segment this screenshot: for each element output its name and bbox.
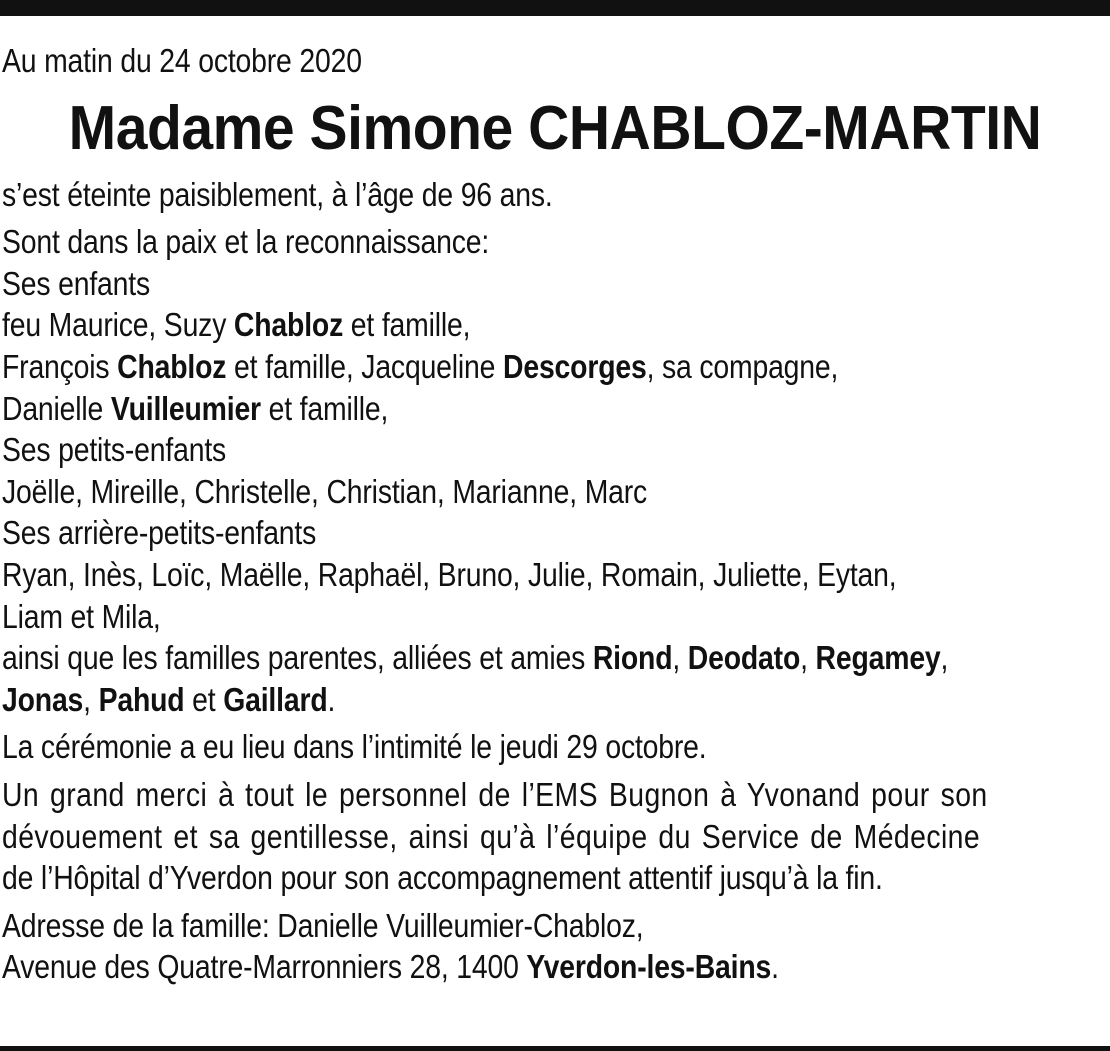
- top-rule: [0, 0, 1110, 16]
- families-line-2: Jonas, Pahud et Gaillard.: [2, 680, 336, 718]
- date-line: Au matin du 24 octobre 2020: [2, 42, 362, 79]
- passing-line: s’est éteinte paisiblement, à l’âge de 96 ans.: [2, 175, 553, 213]
- surname: Vuilleumier: [110, 389, 261, 427]
- child-line-1: feu Maurice, Suzy Chabloz et famille,: [2, 306, 471, 344]
- deceased-name: Madame Simone CHABLOZ-MARTIN: [68, 93, 1042, 163]
- surname: Descorges: [503, 347, 647, 385]
- families-line-1: ainsi que les familles parentes, alliées et amies Riond, Deodato, Regamey,: [2, 639, 949, 677]
- thanks-line-1: Un grand merci à tout le personnel de l’EMS Bugnon à Yvonand pour son: [2, 775, 988, 813]
- surname: Chabloz: [117, 347, 227, 385]
- thanks-line-2: dévouement et sa gentillesse, ainsi qu’à l’équipe du Service de Médecine: [2, 817, 981, 855]
- great-grandchildren-heading: Ses arrière-petits-enfants: [2, 514, 317, 552]
- bottom-rule: [0, 1046, 1110, 1051]
- surname: Gaillard: [223, 680, 328, 718]
- address-line-1: Adresse de la famille: Danielle Vuilleumier-Chabloz,: [2, 906, 644, 944]
- grandchildren-list: Joëlle, Mireille, Christelle, Christian, Marianne, Marc: [2, 472, 648, 510]
- children-heading: Ses enfants: [2, 264, 151, 302]
- city-name: Yverdon-les-Bains: [526, 948, 772, 986]
- grandchildren-heading: Ses petits-enfants: [2, 431, 227, 469]
- child-line-2: François Chabloz et famille, Jacqueline Descorges, sa compagne,: [2, 347, 839, 385]
- great-grandchildren-list-1: Ryan, Inès, Loïc, Maëlle, Raphaël, Bruno, Julie, Romain, Juliette, Eytan,: [2, 555, 897, 593]
- intro-line: Sont dans la paix et la reconnaissance:: [2, 223, 490, 261]
- address-line-2: Avenue des Quatre-Marronniers 28, 1400 Yverdon-les-Bains.: [2, 948, 779, 986]
- surname: Pahud: [98, 680, 185, 718]
- great-grandchildren-list-2: Liam et Mila,: [2, 597, 161, 635]
- thanks-line-3: de l’Hôpital d’Yverdon pour son accompagnement attentif jusqu’à la fin.: [2, 859, 883, 897]
- surname: Jonas: [2, 680, 84, 718]
- surname: Regamey: [815, 639, 941, 677]
- surname: Deodato: [687, 639, 801, 677]
- ceremony-line: La cérémonie a eu lieu dans l’intimité le jeudi 29 octobre.: [2, 728, 707, 766]
- surname: Riond: [592, 639, 673, 677]
- obituary-notice: [2, 40, 1108, 988]
- surname: Chabloz: [233, 306, 344, 344]
- child-line-3: Danielle Vuilleumier et famille,: [2, 389, 389, 427]
